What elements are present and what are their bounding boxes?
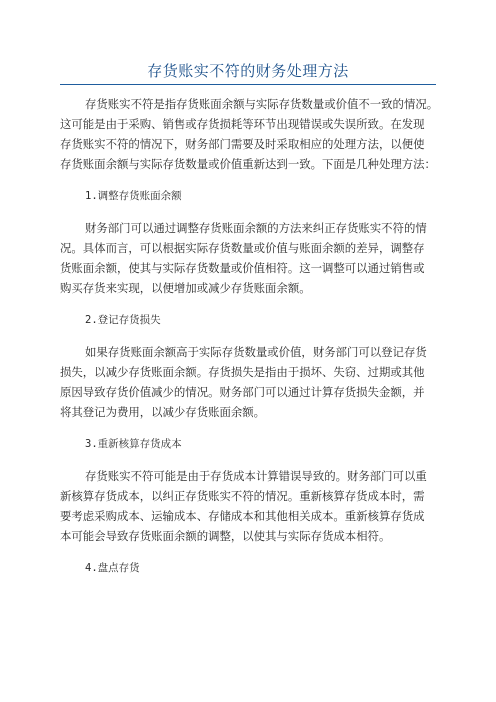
title-underline (60, 84, 436, 85)
text-line: 货账面余额，使其与实际存货数量或价值相符。这一调整可以通过销售或 (60, 261, 425, 275)
text-line: 原因导致存货价值减少的情况。财务部门可以通过计算存货损失金额，并 (60, 385, 425, 399)
text-line: 损失，以减少存货账面余额。存货损失是指由于损坏、失窃、过期或其他 (60, 365, 425, 379)
section-paragraph-1 (60, 218, 438, 298)
section-heading-2: 2.登记存货损失 (85, 314, 161, 326)
text-line: 存货账实不符的情况下，财务部门需要及时采取相应的处理方法，以便使 (60, 137, 425, 151)
text-line: 存货账实不符是指存货账面余额与实际存货数量或价值不一致的情况。 (85, 97, 439, 111)
document-body (60, 94, 438, 590)
text-line: 购买存货来实现，以便增加或减少存货账面余额。 (60, 281, 311, 295)
text-line: 存货账实不符可能是由于存货成本计算错误导致的。财务部门可以重 (85, 469, 427, 483)
section-heading-1: 1.调整存货账面余额 (85, 190, 182, 202)
text-line: 要考虑采购成本、运输成本、存储成本和其他相关成本。重新核算存货成 (60, 509, 425, 523)
text-line: 况。具体而言，可以根据实际存货数量或价值与账面余额的差异，调整存 (60, 241, 425, 255)
intro-paragraph (60, 94, 438, 174)
text-line: 本可能会导致存货账面余额的调整，以使其与实际存货成本相符。 (60, 529, 391, 543)
section-heading-3: 3.重新核算存货成本 (85, 438, 182, 450)
text-line: 将其登记为费用，以减少存货账面余额。 (60, 405, 266, 419)
section-paragraph-2 (60, 342, 438, 422)
text-line: 财务部门可以通过调整存货账面余额的方法来纠正存货账实不符的情 (85, 221, 427, 235)
section-paragraph-3 (60, 466, 438, 546)
text-line: 这可能是由于采购、销售或存货损耗等环节出现错误或失误所致。在发现 (60, 117, 425, 131)
text-line: 存货账面余额与实际存货数量或价值重新达到一致。下面是几种处理方法： (60, 157, 436, 171)
text-line: 新核算存货成本，以纠正存货账实不符的情况。重新核算存货成本时，需 (60, 489, 425, 503)
document-title: 存货账实不符的财务处理方法 (147, 62, 349, 80)
text-line: 如果存货账面余额高于实际存货数量或价值，财务部门可以登记存货 (85, 345, 427, 359)
section-heading-4: 4.盘点存货 (85, 562, 140, 574)
